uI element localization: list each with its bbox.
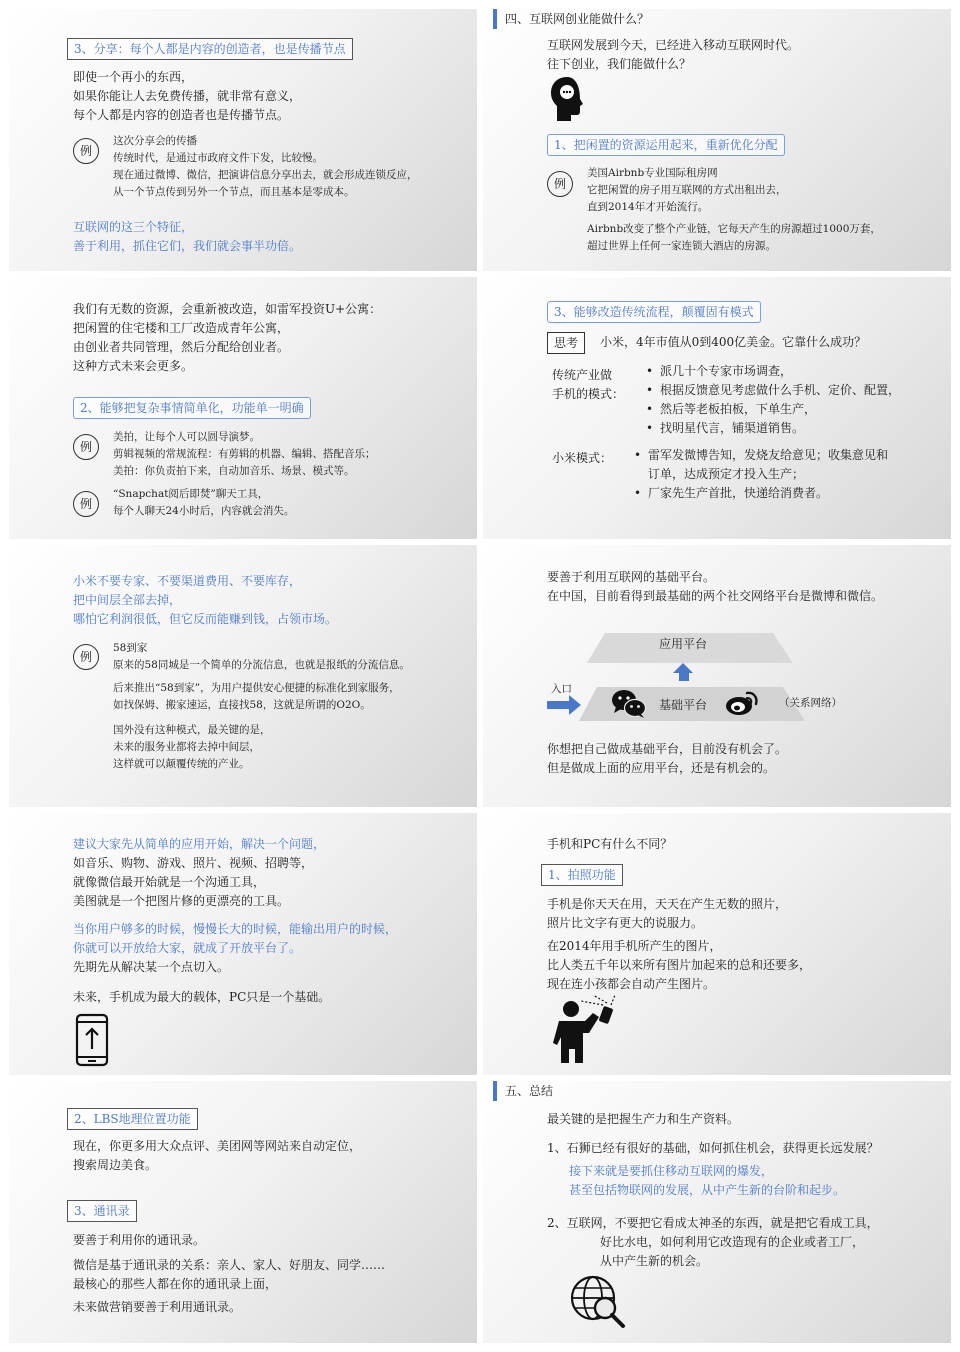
- s10-q2-cont-2: 从中产生新的机会。: [600, 1254, 709, 1268]
- s7-line-4: 先期先从解决某一个点切入。: [73, 960, 230, 974]
- s8-line-2: 照片比文字有更大的说服力。: [547, 916, 704, 930]
- s6-base-platform: 基础平台: [659, 698, 708, 712]
- s3-line-1: 我们有无数的资源，会重新被改造，如雷军投资U+公寓：: [73, 302, 382, 316]
- s6-intro-1: 要善于利用互联网的基础平台。: [547, 570, 716, 584]
- s2-heading: 1、把闲置的资源运用起来，重新优化分配: [547, 134, 785, 156]
- smartphone-upload-icon: [75, 1013, 109, 1067]
- s10-blue-2: 甚至包括物联网的发展，从中产生新的台阶和起步。: [569, 1183, 846, 1197]
- s4-trad-item-2: • 根据反馈意见考虑做什么手机、定价、配置，: [660, 381, 900, 400]
- s6-outro-2: 但是做成上面的应用平台，还是有机会的。: [547, 761, 776, 775]
- person-head-icon: [549, 75, 585, 123]
- slide-6: [483, 545, 951, 807]
- s8-line-1: 手机是你天天在用，天天在产生无数的照片，: [547, 897, 788, 911]
- weibo-icon: [725, 689, 759, 717]
- s1-line-2: 如果你能让人去免费传播，就非常有意义，: [73, 89, 302, 103]
- s5-ex-line-6: 未来的服务业都将去掉中间层，: [113, 741, 260, 753]
- s8-heading: 1、拍照功能: [541, 864, 623, 886]
- s9-heading-2: 3、通讯录: [67, 1200, 137, 1222]
- s2-ex-line-3: 直到2014年才开始流行。: [587, 201, 709, 213]
- s3-heading: 2、能够把复杂事情简单化，功能单一明确: [73, 397, 311, 419]
- slide-2: [483, 9, 951, 271]
- slide-3: [9, 277, 477, 539]
- s5-ex-line-3: 后来推出“58到家”，为用户提供安心便捷的标准化到家服务，: [113, 682, 400, 694]
- s9-line-5: 最核心的那些人都在你的通讯录上面，: [73, 1277, 278, 1291]
- s3-example-badge-2: 例: [73, 491, 99, 517]
- s5-ex-line-1: 58到家: [113, 642, 148, 654]
- s4-xiaomi-item-2: • 厂家先生产首批，快递给消费者。: [648, 484, 828, 503]
- s1-conclusion-1: 互联网的这三个特征，: [73, 220, 194, 234]
- s4-xiaomi-item-1: • 雷军发微博告知，发烧友给意见；收集意见和: [648, 446, 888, 465]
- s5-ex-line-5: 国外没有这种模式，最关键的是，: [113, 724, 271, 736]
- s5-ex-line-4: 如找保姆、搬家速运，直接找58，这就是所谓的O2O。: [113, 699, 371, 711]
- s6-entry-label: 入口: [551, 683, 572, 695]
- s9-line-3: 要善于利用你的通讯录。: [73, 1233, 206, 1247]
- s3-ex1-line-2: 剪辑视频的常规流程：有剪辑的机器、编辑、搭配音乐；: [113, 448, 376, 460]
- entry-arrow-body: [547, 701, 569, 709]
- s7-line-3: 美图就是一个把图片修的更漂亮的工具。: [73, 894, 290, 908]
- s6-social-label: （关系网络）: [779, 697, 842, 709]
- s6-outro-1: 你想把自己做成基础平台，目前没有机会了。: [547, 742, 788, 756]
- slide-9: [9, 1081, 477, 1343]
- s2-intro-1: 互联网发展到今天，已经进入移动互联网时代。: [547, 38, 800, 52]
- s3-ex2-line-2: 每个人聊天24小时后，内容就会消失。: [113, 505, 295, 517]
- slide-1: [9, 9, 477, 271]
- s10-q1: 1、石狮已经有很好的基础，如何抓住机会，获得更长远发展？: [547, 1141, 879, 1155]
- s1-line-3: 每个人都是内容的创造者也是传播节点。: [73, 108, 290, 122]
- s7-line-2: 就像微信最开始就是一个沟通工具，: [73, 875, 266, 889]
- s9-line-1: 现在，你更多用大众点评、美团网等网站来自动定位，: [73, 1139, 362, 1153]
- s4-xiaomi-label: 小米模式：: [552, 451, 613, 465]
- slide-7: [9, 813, 477, 1075]
- globe-search-icon: [569, 1274, 627, 1330]
- s10-blue-1: 接下来就是要抓住移动互联网的爆发，: [569, 1164, 774, 1178]
- s5-ex-line-2: 原来的58同城是一个简单的分流信息，也就是报纸的分流信息。: [113, 659, 410, 671]
- s4-trad-item-1: • 派几十个专家市场调查，: [660, 362, 792, 381]
- wechat-icon: [611, 689, 647, 719]
- person-taking-photo-icon: [553, 995, 623, 1065]
- s10-q2-cont-1: 好比水电，如何利用它改造现有的企业或者工厂，: [600, 1235, 865, 1249]
- s4-trad-item-3: • 然后等老板拍板，下单生产，: [660, 400, 816, 419]
- s5-blue-3: 哪怕它利润很低，但它反而能赚到钱，占领市场。: [73, 612, 338, 626]
- s4-heading: 3、能够改造传统流程，颠覆固有模式: [547, 301, 761, 323]
- s2-ex-line-2: 它把闲置的房子用互联网的方式出租出去，: [587, 184, 787, 196]
- slide-4: [483, 277, 951, 539]
- s2-ex-line-1: 美国Airbnb专业国际租房网: [587, 167, 718, 179]
- s2-ex-line-4: Airbnb改变了整个产业链，它每天产生的房源超过1000万套，: [587, 223, 881, 235]
- s7-blue-3: 你就可以开放给大家，就成了开放平台了。: [73, 941, 302, 955]
- s9-line-4: 微信是基于通讯录的关系：亲人、家人、好朋友、同学……: [73, 1258, 386, 1272]
- s1-heading: 3、分享：每个人都是内容的创造者，也是传播节点: [67, 38, 353, 60]
- s3-ex1-line-3: 美拍：你负责拍下来，自动加音乐、场景、模式等。: [113, 465, 355, 477]
- s8-question: 手机和PC有什么不同？: [547, 837, 673, 851]
- s1-ex-line-2: 传统时代，是通过市政府文件下发，比较慢。: [113, 152, 323, 164]
- s5-blue-2: 把中间层全部去掉，: [73, 593, 182, 607]
- s5-example-badge: 例: [73, 644, 99, 670]
- s2-example-badge: 例: [547, 171, 573, 197]
- s1-conclusion-2: 善于利用，抓住它们，我们就会事半功倍。: [73, 239, 302, 253]
- s9-heading-1: 2、LBS地理位置功能: [67, 1108, 198, 1130]
- s4-trad-label-1: 传统产业做: [552, 368, 613, 382]
- s1-ex-line-3: 现在通过微博、微信，把演讲信息分享出去，就会形成连锁反应，: [113, 169, 418, 181]
- s4-xiaomi-item-1-cont: 订单，达成预定才投入生产；: [648, 467, 805, 481]
- s1-ex-line-4: 从一个节点传到另外一个节点，而且基本是零成本。: [113, 186, 355, 198]
- s7-blue-2: 当你用户够多的时候，慢慢长大的时候，能输出用户的时候，: [73, 922, 398, 936]
- s1-example-badge: 例: [73, 138, 99, 164]
- s8-line-3: 在2014年用手机所产生的图片，: [547, 939, 722, 953]
- s1-line-1: 即使一个再小的东西，: [73, 70, 194, 84]
- s4-question: 小米，4年市值从0到400亿美金。它靠什么成功？: [600, 335, 867, 349]
- s4-trad-label-2: 手机的模式：: [552, 387, 625, 401]
- s7-line-1: 如音乐、购物、游戏、照片、视频、招聘等，: [73, 856, 314, 870]
- s3-ex1-line-1: 美拍，让每个人可以圆导演梦。: [113, 431, 260, 443]
- s8-line-5: 现在连小孩都会自动产生图片。: [547, 977, 716, 991]
- s10-line-1: 最关键的是把握生产力和生产资料。: [547, 1112, 740, 1126]
- s6-intro-2: 在中国，目前看得到最基础的两个社交网络平台是微博和微信。: [547, 589, 884, 603]
- s4-think-label: 思考: [547, 332, 585, 354]
- s9-line-2: 搜索周边美食。: [73, 1158, 158, 1172]
- slide-8: [483, 813, 951, 1075]
- s7-line-5: 未来，手机成为最大的载体，PC只是一个基础。: [73, 990, 331, 1004]
- slide-5: [9, 545, 477, 807]
- s10-section-bar: [493, 1081, 497, 1101]
- s9-line-6: 未来做营销要善于利用通讯录。: [73, 1300, 242, 1314]
- s2-section-bar: [493, 9, 497, 29]
- s6-app-platform: 应用平台: [659, 637, 708, 651]
- s2-intro-2: 往下创业，我们能做什么？: [547, 57, 692, 71]
- s3-line-2: 把闲置的住宅楼和工厂改造成青年公寓，: [73, 321, 290, 335]
- s10-q2: 2、互联网，不要把它看成太神圣的东西，就是把它看成工具，: [547, 1216, 879, 1230]
- s3-example-badge-1: 例: [73, 434, 99, 460]
- s4-trad-item-4: • 找明星代言，铺渠道销售。: [660, 419, 804, 438]
- s5-blue-1: 小米不要专家、不要渠道费用、不要库存，: [73, 574, 302, 588]
- s5-ex-line-7: 这样就可以颠覆传统的产业。: [113, 758, 250, 770]
- s1-ex-line-1: 这次分享会的传播: [113, 135, 197, 147]
- s3-line-4: 这种方式未来会更多。: [73, 359, 194, 373]
- s10-section-title: 五、总结: [505, 1084, 554, 1098]
- s3-ex2-line-1: “Snapchat阅后即焚”聊天工具，: [113, 488, 269, 500]
- s8-line-4: 比人类五千年以来所有图片加起来的总和还要多，: [547, 958, 812, 972]
- entry-arrow-head: [569, 695, 581, 715]
- slide-10: [483, 1081, 951, 1343]
- s2-ex-line-5: 超过世界上任何一家连锁大酒店的房源。: [587, 240, 776, 252]
- s7-blue-1: 建议大家先从简单的应用开始，解决一个问题，: [73, 837, 326, 851]
- s2-section-title: 四、互联网创业能做什么？: [505, 12, 650, 26]
- s3-line-3: 由创业者共同管理，然后分配给创业者。: [73, 340, 290, 354]
